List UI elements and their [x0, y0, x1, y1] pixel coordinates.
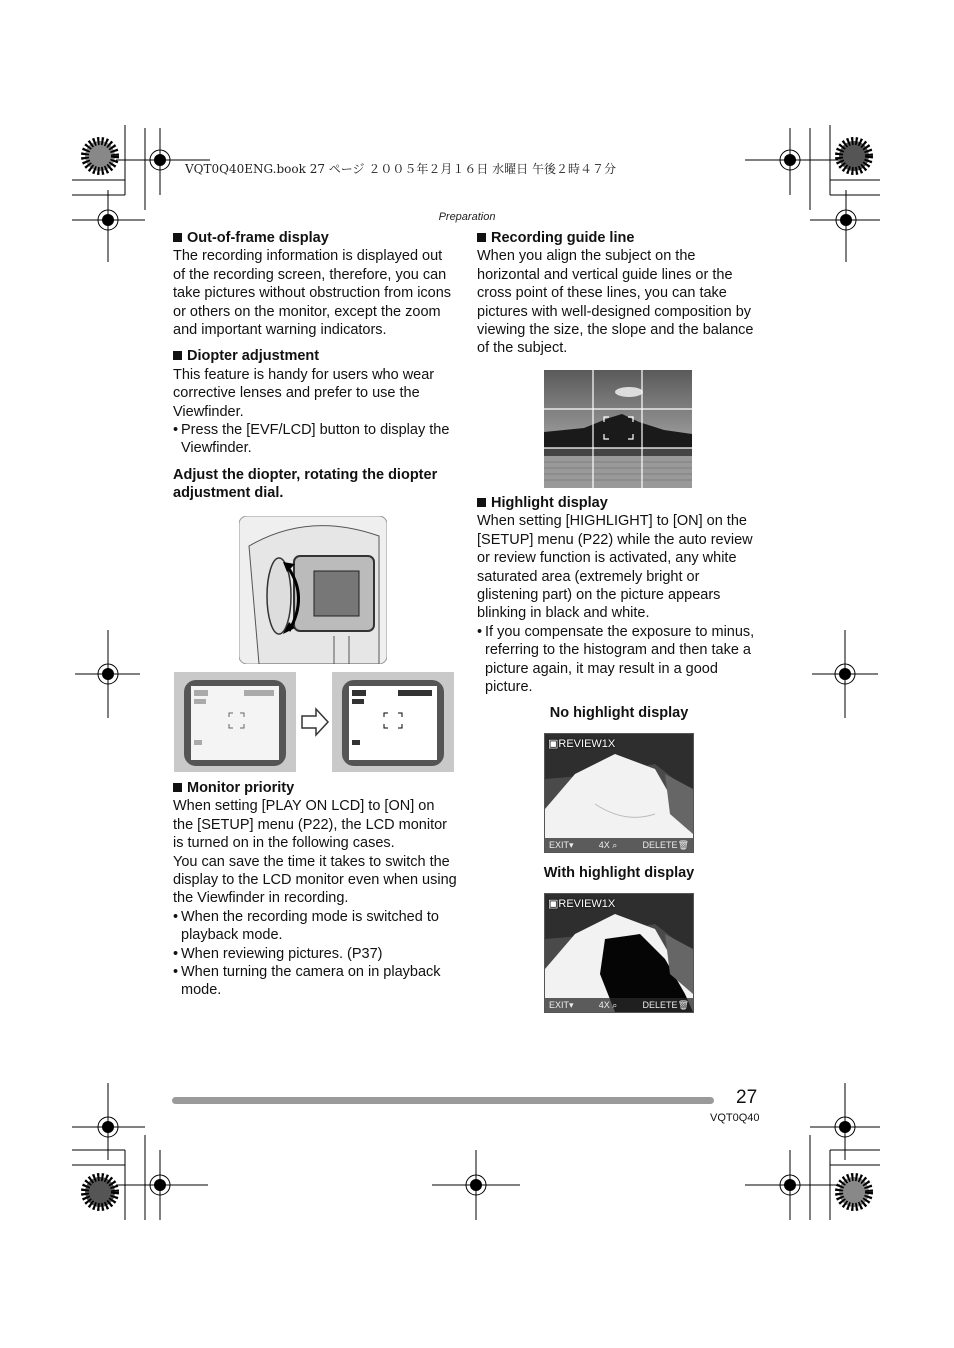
viewfinder-blurry-illustration [174, 672, 296, 772]
no-highlight-screen [544, 733, 694, 853]
list-item: • When turning the camera on in playback mode. [173, 964, 441, 999]
diopter-body: This feature is handy for users who wear corrective lenses and prefer to use the Viewfinder. [173, 366, 435, 420]
zoom-label: 4X ⌕ [598, 839, 618, 850]
section-label: Preparation [438, 211, 496, 223]
with-highlight-screen [544, 893, 694, 1013]
right-column-bottom [477, 494, 761, 696]
print-header: VQT0Q40ENG.book 27 ページ ２００５年２月１６日 水曜日 午後２時４７分 [185, 162, 616, 176]
right-column-top [477, 229, 761, 358]
model-code: VQT0Q40 [710, 1112, 760, 1124]
list-item: • When the recording mode is switched to playback mode. [173, 908, 439, 944]
screen-footer [545, 998, 693, 1012]
viewfinder-sharp-illustration [332, 672, 454, 772]
left-column-bottom [173, 779, 457, 1000]
no-highlight-caption: No highlight display [549, 705, 689, 721]
with-highlight-caption: With highlight display [543, 865, 695, 881]
review-label: ▣REVIEW1X [548, 898, 616, 910]
camera-diopter-illustration [239, 516, 387, 664]
diopter-heading: Diopter adjustment [173, 347, 457, 365]
guide-line-heading: Recording guide line [477, 229, 761, 247]
out-of-frame-heading: Out-of-frame display [173, 229, 457, 247]
monitor-priority-body-1: When setting [PLAY ON LCD] to [ON] on the [SETUP] menu (P22), the LCD monitor is turned on in the following cases. [173, 798, 447, 852]
guide-line-photo [544, 370, 692, 488]
exit-label: EXIT▾ [549, 999, 574, 1010]
guide-line-body: When you align the subject on the horizontal and vertical guide lines or the cross point of these lines, you can take pictures with well-designed composition by viewing the size, the slope and the balance of the subject. [477, 248, 754, 357]
screen-footer [545, 838, 693, 852]
zoom-label: 4X ⌕ [598, 999, 618, 1010]
review-label: ▣REVIEW1X [548, 738, 616, 750]
diopter-instruction: Adjust the diopter, rotating the diopter adjustment dial. [173, 466, 438, 502]
page-number: 27 [736, 1087, 758, 1108]
monitor-priority-body-2: You can save the time it takes to switch the display to the LCD monitor even when using the Viewfinder in recording. [173, 853, 457, 907]
delete-label: DELETE🗑 [642, 999, 689, 1010]
highlight-bullet: • If you compensate the exposure to minus, referring to the histogram and then take a picture again, it may result in a good picture. [477, 623, 755, 696]
left-column-top [173, 229, 457, 503]
waterfall-highlight-photo [545, 894, 693, 1012]
diopter-bullet: • Press the [EVF/LCD] button to display the Viewfinder. [173, 422, 450, 457]
exit-label: EXIT▾ [549, 839, 574, 850]
list-item: • When reviewing pictures. (P37) [173, 945, 383, 962]
arrow-right-icon [300, 707, 330, 737]
monitor-priority-heading: Monitor priority [173, 779, 457, 797]
out-of-frame-body: The recording information is displayed out of the recording screen, therefore, you can take pictures without obstruction from icons or others on the monitor, except the zoom and important warning indicators. [173, 248, 452, 339]
highlight-body: When setting [HIGHLIGHT] to [ON] on the [SETUP] menu (P22) while the auto review or review function is activated, any white saturated area (extremely bright or glistening part) on the picture appears blinking in black and white. [477, 513, 753, 622]
delete-label: DELETE🗑 [642, 839, 689, 850]
footer-bar [172, 1097, 714, 1104]
highlight-heading: Highlight display [477, 494, 761, 512]
waterfall-photo [545, 734, 693, 852]
